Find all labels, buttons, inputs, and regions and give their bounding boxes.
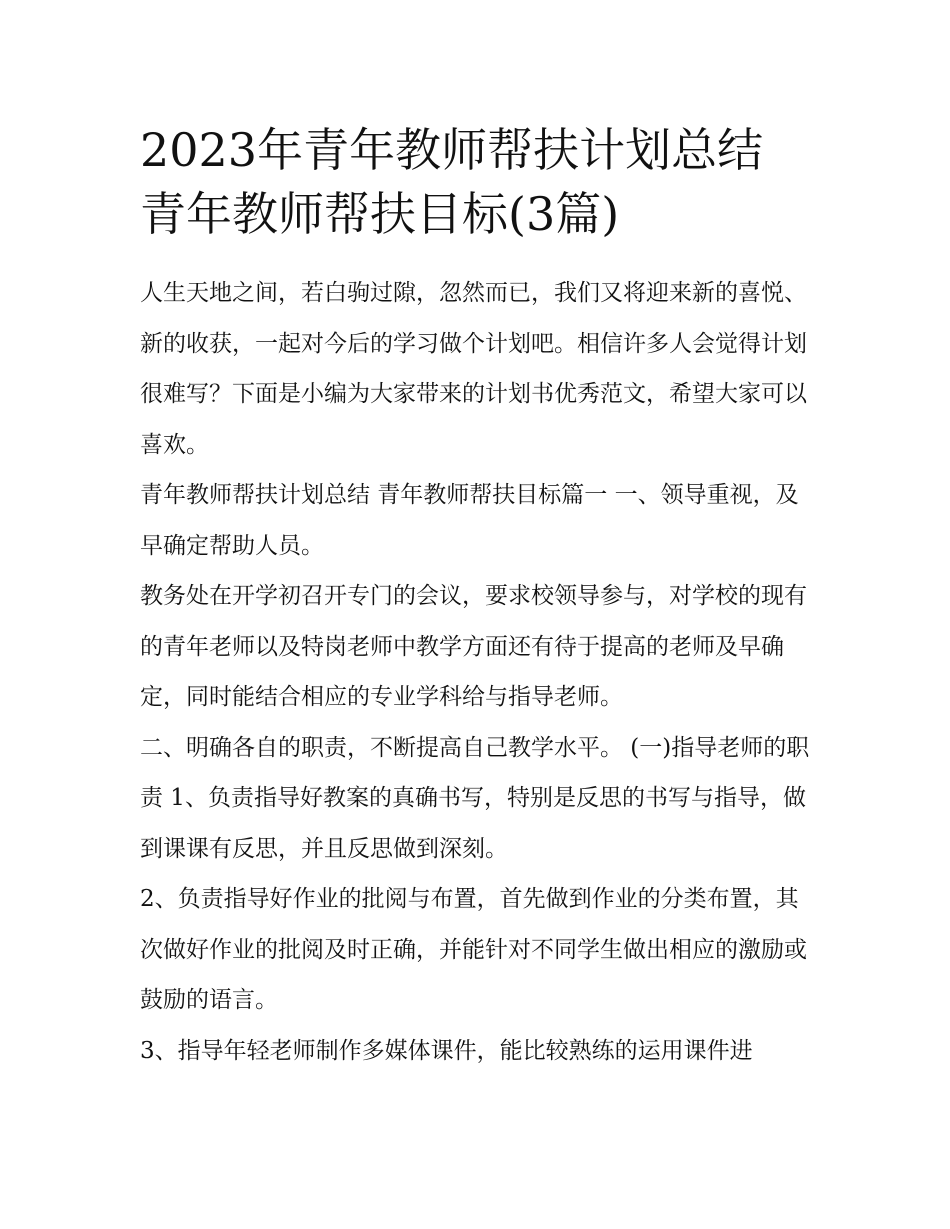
paragraph-homework: 2、负责指导好作业的批阅与布置，首先做到作业的分类布置，其次做好作业的批阅及时正确，并能针对不同学生做出相应的激励或鼓励的语言。 — [140, 886, 807, 1013]
paragraph-academic-office: 教务处在开学初召开专门的会议，要求校领导参与，对学校的现有的青年老师以及特岗老师中教学方面还有待于提高的老师及早确定，同时能结合相应的专业学科给与指导老师。 — [140, 583, 807, 710]
title-line-2: 青年教师帮扶目标(3篇) — [140, 187, 620, 241]
paragraph-intro: 人生天地之间，若白驹过隙，忽然而已，我们又将迎来新的喜悦、新的收获，一起对今后的学习做个计划吧。相信许多人会觉得计划很难写？下面是小编为大家带来的计划书优秀范文，希望大家可以喜欢。 — [140, 280, 807, 458]
document-title — [140, 118, 820, 246]
paragraph-multimedia: 3、指导年轻老师制作多媒体课件，能比较熟练的运用课件进 — [140, 1037, 753, 1064]
paragraph-section-heading: 青年教师帮扶计划总结 青年教师帮扶目标篇一 一、领导重视，及早确定帮助人员。 — [140, 482, 799, 559]
document-page — [140, 118, 820, 1076]
title-line-1: 2023年青年教师帮扶计划总结 — [140, 123, 764, 177]
paragraph-responsibilities: 二、明确各自的职责，不断提高自己教学水平。 (一)指导老师的职责 1、负责指导好教案的真确书写，特别是反思的书写与指导，做到课课有反思，并且反思做到深刻。 — [140, 734, 810, 862]
